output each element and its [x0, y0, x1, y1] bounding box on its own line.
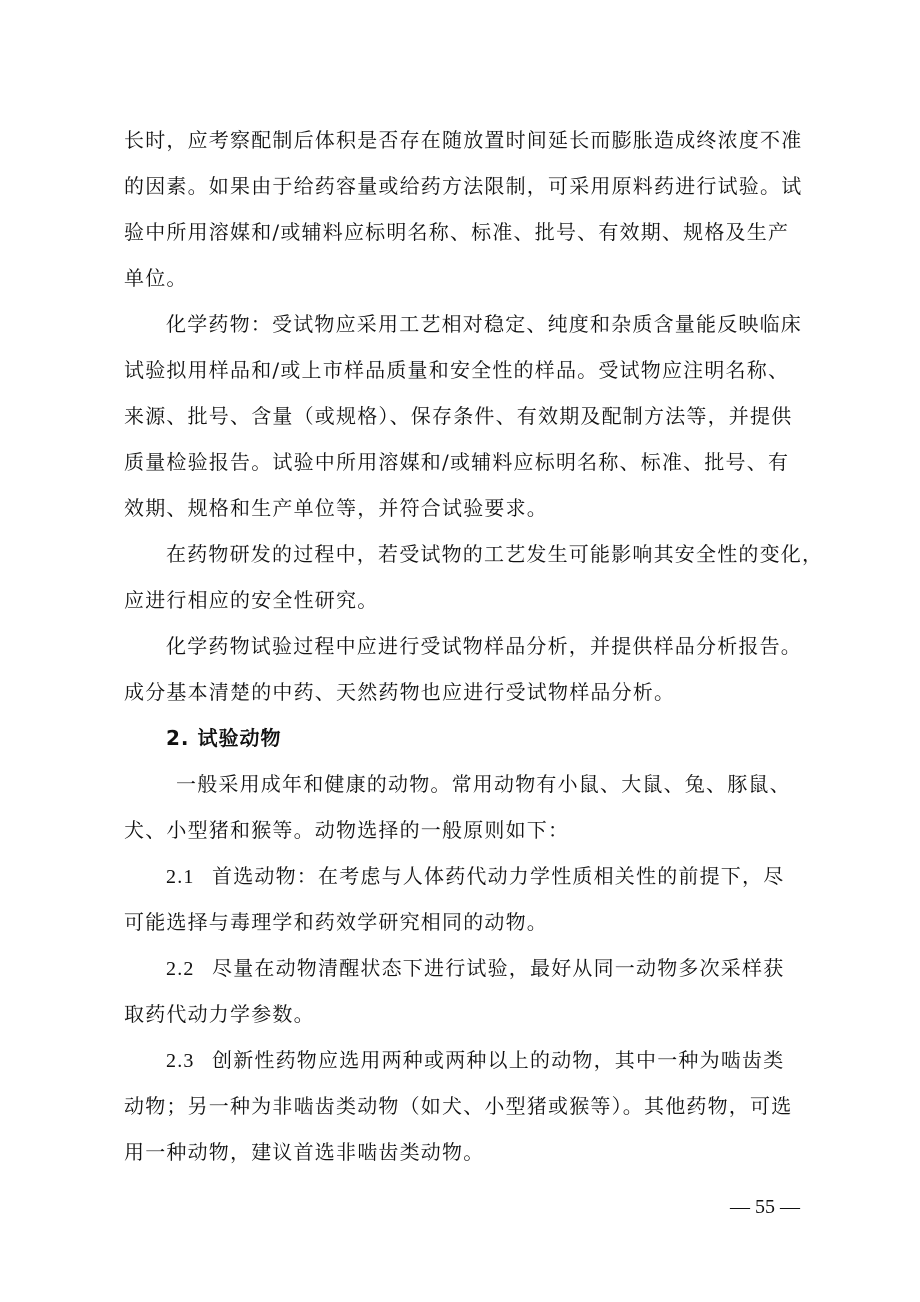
numbered-item [166, 862, 856, 891]
text-line: 取药代动力学参数。 [124, 1002, 315, 1026]
text-line: 用一种动物，建议首选非啮齿类动物。 [124, 1140, 485, 1164]
text-line: 化学药物试验过程中应进行受试物样品分析，并提供样品分析报告。 [166, 634, 802, 658]
text-line: 应进行相应的安全性研究。 [124, 588, 379, 612]
text-line: 化学药物：受试物应采用工艺相对稳定、纯度和杂质含量能反映临床 [166, 312, 802, 336]
numbered-item [166, 954, 856, 983]
text-line: 动物；另一种为非啮齿类动物（如犬、小型猪或猴等）。其他药物，可选 [124, 1094, 793, 1118]
text-line: 效期、规格和生产单位等，并符合试验要求。 [124, 496, 548, 520]
text-line: 在药物研发的过程中，若受试物的工艺发生可能影响其安全性的变化， [166, 542, 824, 566]
item-text: 创新性药物应选用两种或两种以上的动物，其中一种为啮齿类 [212, 1048, 785, 1072]
text-line: 单位。 [124, 266, 188, 290]
numbered-item [166, 1046, 856, 1075]
section-heading: 2. 试验动物 [166, 726, 282, 750]
text-line: 质量检验报告。试验中所用溶媒和/或辅料应标明名称、标准、批号、有 [124, 450, 790, 474]
item-number: 2.2 [166, 958, 195, 980]
item-text: 首选动物：在考虑与人体药代动力学性质相关性的前提下，尽 [212, 864, 785, 888]
item-number: 2.3 [166, 1050, 195, 1072]
text-line: 可能选择与毒理学和药效学研究相同的动物。 [124, 910, 548, 934]
text-line: 成分基本清楚的中药、天然药物也应进行受试物样品分析。 [124, 680, 676, 704]
text-line: 的因素。如果由于给药容量或给药方法限制，可采用原料药进行试验。试 [124, 174, 803, 198]
text-line: 长时，应考察配制后体积是否存在随放置时间延长而膨胀造成终浓度不准 [124, 128, 803, 152]
item-text: 尽量在动物清醒状态下进行试验，最好从同一动物多次采样获 [212, 956, 785, 980]
text-line: 验中所用溶媒和/或辅料应标明名称、标准、批号、有效期、规格及生产 [124, 220, 790, 244]
text-line: 一般采用成年和健康的动物。常用动物有小鼠、大鼠、兔、豚鼠、 [176, 772, 791, 796]
item-number: 2.1 [166, 866, 195, 888]
page-number: — 55 — [730, 1196, 800, 1218]
text-line: 试验拟用样品和/或上市样品质量和安全性的样品。受试物应注明名称、 [124, 358, 790, 382]
text-line: 来源、批号、含量（或规格）、保存条件、有效期及配制方法等，并提供 [124, 404, 793, 428]
text-line: 犬、小型猪和猴等。动物选择的一般原则如下： [124, 818, 570, 842]
